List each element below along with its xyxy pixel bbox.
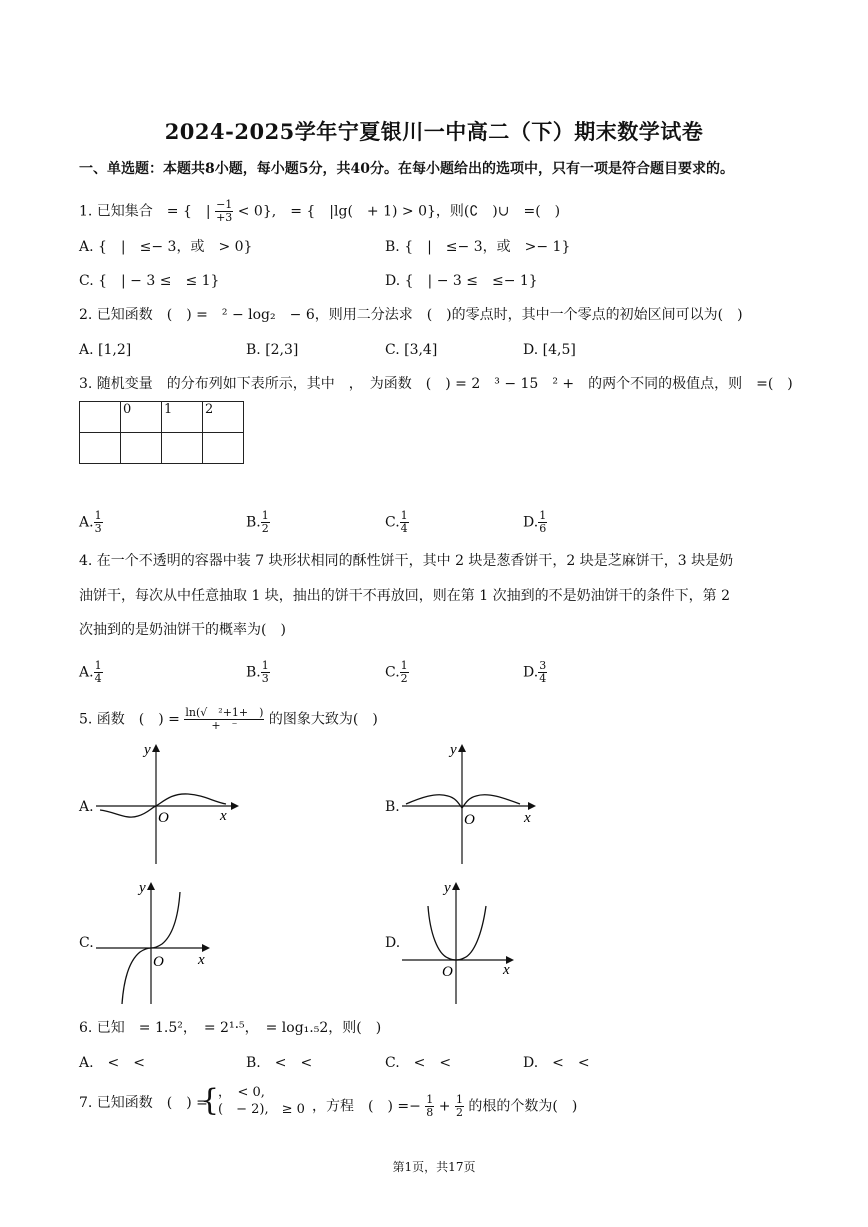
y-axis-label: y (444, 880, 451, 896)
fraction-denominator: 3 (261, 672, 269, 685)
q1-option-c: C. { | − 3 ≤ ≤ 1} (79, 273, 220, 289)
q1-stem-part-b: < 0}, = { |lg( + 1) > 0}，则(∁ )∪ =( ) (237, 203, 561, 220)
y-axis-label: y (144, 742, 151, 758)
q7-stem-part-b: ，方程 ( ) =− (312, 1098, 421, 1115)
option-label: D. (523, 664, 539, 681)
table-cell: 1 (162, 402, 203, 433)
fraction-denominator: 6 (539, 522, 547, 535)
q1-fraction (215, 199, 233, 224)
question-2-stem: 2. 已知函数 ( ) = ² − log₂ − 6，则用二分法求 ( )的零点时，其中一个零点的初始区间可以为( ) (79, 307, 743, 323)
fraction-numerator: 1 (426, 1093, 434, 1106)
fraction-numerator: 1 (261, 509, 269, 522)
question-7-stem-part-a: 7. 已知函数 ( ) = (79, 1095, 208, 1111)
q5-option-a-label: A. (79, 799, 94, 815)
option-label: C. (385, 664, 400, 681)
fraction-denominator: 2 (455, 1106, 463, 1119)
table-row (80, 433, 244, 464)
y-axis-arrow (452, 882, 460, 890)
fraction-numerator: 3 (539, 659, 547, 672)
table-cell (80, 433, 121, 464)
q4-option-d (523, 660, 547, 685)
q3-option-a (79, 510, 103, 535)
origin-label: O (464, 812, 475, 828)
y-axis-arrow (152, 744, 160, 752)
q7-stem-part-d: 的根的个数为( ) (468, 1098, 578, 1115)
fraction-numerator: 1 (539, 509, 547, 522)
table-cell (203, 433, 244, 464)
distribution-table (79, 401, 244, 464)
q7-stem-part-c: + (438, 1098, 451, 1115)
fraction-numerator: 1 (94, 509, 102, 522)
q2-option-a: A. [1,2] (79, 342, 132, 358)
fraction-denominator: 2 (261, 522, 269, 535)
q7-fraction-1 (425, 1094, 434, 1119)
q1-stem-part-a: 1. 已知集合 = { | (79, 203, 211, 220)
y-axis-arrow (458, 744, 466, 752)
q1-option-b: B. { | ≤− 3，或 >− 1} (385, 239, 571, 255)
q6-option-c: C. < < (385, 1055, 452, 1071)
origin-label: O (158, 810, 169, 826)
q5-stem-part-a: 5. 函数 ( ) = (79, 711, 180, 728)
fraction-denominator: 8 (426, 1106, 434, 1119)
fraction-numerator: 1 (400, 659, 408, 672)
q5-option-d-label: D. (385, 935, 401, 951)
q3-option-d (523, 510, 547, 535)
option-fraction (538, 510, 547, 535)
y-axis-label: y (139, 880, 146, 896)
fraction-numerator: 1 (94, 659, 102, 672)
option-label: A. (79, 664, 94, 681)
q6-option-d: D. < < (523, 1055, 590, 1071)
option-fraction (400, 660, 409, 685)
page-title: 2024-2025学年宁夏银川一中高二（下）期末数学试卷 (164, 119, 704, 144)
q5-stem-part-b: 的图象大致为( ) (268, 711, 378, 728)
graph-c (96, 876, 221, 1006)
y-axis-label: y (450, 742, 457, 758)
table-cell (80, 402, 121, 433)
x-axis-label: x (198, 952, 205, 968)
question-4-line-3: 次抽到的是奶油饼干的概率为( ) (79, 622, 286, 638)
q1-fraction-numerator: −1 (216, 198, 233, 211)
table-cell (162, 433, 203, 464)
question-7-stem-rest (312, 1094, 577, 1119)
option-label: B. (246, 664, 261, 681)
piecewise-brace: { (200, 1083, 220, 1118)
q1-fraction-denominator: +3 (216, 211, 233, 224)
fraction-denominator: 4 (400, 522, 408, 535)
q1-option-a: A. { | ≤− 3，或 > 0} (79, 239, 253, 255)
curve (428, 906, 486, 960)
question-4-line-1: 4. 在一个不透明的容器中装 7 块形状相同的酥性饼干，其中 2 块是葱香饼干，2 块是芝麻饼干，3 块是奶 (79, 553, 734, 569)
question-4-line-2: 油饼干，每次从中任意抽取 1 块，抽出的饼干不再放回，则在第 1 次抽到的不是奶油饼干的条件下，第 2 (79, 588, 730, 604)
table-cell (121, 433, 162, 464)
fraction-numerator: 1 (400, 509, 408, 522)
q5-option-c-label: C. (79, 935, 94, 951)
question-5-stem (79, 707, 378, 732)
q6-option-b: B. < < (246, 1055, 313, 1071)
fraction-denominator: 2 (400, 672, 408, 685)
origin-label: O (153, 954, 164, 970)
q2-option-c: C. [3,4] (385, 342, 438, 358)
page-footer: 第1页，共17页 (392, 1160, 476, 1174)
table-cell: 2 (203, 402, 244, 433)
fraction-numerator: 1 (261, 659, 269, 672)
origin-label: O (442, 964, 453, 980)
graph-a (96, 740, 241, 870)
option-fraction (94, 510, 103, 535)
q4-option-c (385, 660, 409, 685)
x-axis-arrow (528, 802, 536, 810)
table-row (80, 402, 244, 433)
q2-option-d: D. [4,5] (523, 342, 576, 358)
fraction-denominator: 3 (94, 522, 102, 535)
q6-option-a: A. < < (79, 1055, 146, 1071)
piecewise-case-1: ， < 0, (218, 1085, 265, 1100)
q5-option-b-label: B. (385, 799, 400, 815)
q3-option-c (385, 510, 409, 535)
option-label: A. (79, 514, 94, 531)
q1-option-d: D. { | − 3 ≤ ≤− 1} (385, 273, 538, 289)
q5-fraction-numerator: ln(√ ²+1+ ) (185, 706, 264, 719)
section-heading: 一、单选题：本题共8小题，每小题5分，共40分。在每小题给出的选项中，只有一项是符合题目要求的。 (79, 161, 734, 177)
question-3-stem: 3. 随机变量 的分布列如下表所示，其中 ， 为函数 ( ) = 2 ³ − 15 ² + 的两个不同的极值点，则 =( ) (79, 376, 793, 392)
q7-fraction-2 (455, 1094, 464, 1119)
option-fraction (261, 660, 270, 685)
x-axis-label: x (503, 962, 510, 978)
x-axis-arrow (202, 944, 210, 952)
option-fraction (400, 510, 409, 535)
fraction-denominator: 4 (539, 672, 547, 685)
option-label: B. (246, 514, 261, 531)
question-6-stem: 6. 已知 = 1.5²， = 2¹·⁵， = log₁.₅2，则( ) (79, 1020, 382, 1036)
q4-option-b (246, 660, 270, 685)
option-fraction (261, 510, 270, 535)
q2-option-b: B. [2,3] (246, 342, 299, 358)
option-fraction (538, 660, 547, 685)
option-label: C. (385, 514, 400, 531)
x-axis-label: x (220, 808, 227, 824)
fraction-numerator: 1 (455, 1093, 463, 1106)
option-fraction (94, 660, 103, 685)
x-axis-arrow (231, 802, 239, 810)
option-label: D. (523, 514, 539, 531)
piecewise-case-2: ( − 2), ≥ 0 (218, 1102, 305, 1117)
x-axis-label: x (524, 810, 531, 826)
question-1-stem (79, 199, 560, 224)
fraction-denominator: 4 (94, 672, 102, 685)
q4-option-a (79, 660, 103, 685)
table-cell: 0 (121, 402, 162, 433)
q3-option-b (246, 510, 270, 535)
q5-fraction-denominator: + ⁻ (211, 719, 238, 732)
q5-fraction (184, 707, 264, 732)
y-axis-arrow (147, 882, 155, 890)
graph-b (402, 740, 547, 870)
graph-d (402, 876, 527, 1006)
